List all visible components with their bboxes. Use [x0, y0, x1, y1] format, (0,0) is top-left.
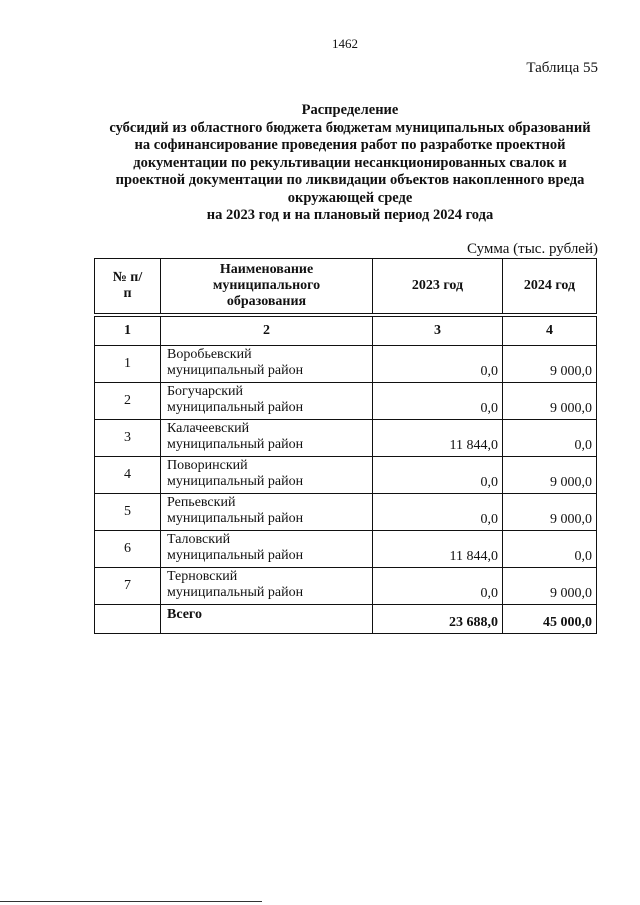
title-line: проектной документации по ликвидации объектов накопленного вреда: [115, 172, 585, 188]
row-name-line: Богучарский: [167, 384, 244, 399]
row-name-line: муниципальный район: [167, 437, 304, 452]
header-name-label: Наименование муниципального образования: [212, 262, 321, 309]
row-name-line: Терновский: [167, 569, 238, 584]
header-number: [95, 259, 161, 314]
row-value-2024: 9 000,0: [503, 346, 597, 383]
row-name-line: муниципальный район: [167, 585, 304, 600]
row-name: [161, 457, 373, 494]
title-line: субсидий из областного бюджета бюджетам муниципальных образований: [109, 119, 591, 136]
total-row: [95, 605, 597, 634]
row-name-line: муниципальный район: [167, 474, 304, 489]
row-index: 2: [95, 383, 161, 420]
table-row: [95, 568, 597, 605]
row-name-line: муниципальный район: [167, 511, 304, 526]
header-2024: 2024 год: [503, 259, 597, 314]
column-number: 1: [95, 317, 161, 346]
units-label: Сумма (тыс. рублей): [466, 241, 598, 257]
subsidy-table: [94, 316, 597, 634]
row-index: 6: [95, 531, 161, 568]
column-number: 3: [373, 317, 503, 346]
total-label: Всего: [161, 605, 373, 634]
row-name-line: Репьевский: [167, 495, 236, 510]
column-number-row: [95, 317, 597, 346]
document-title: [60, 102, 640, 225]
row-value-2023: 0,0: [373, 346, 503, 383]
row-name-line: муниципальный район: [167, 363, 304, 378]
row-name: [161, 383, 373, 420]
row-name: [161, 568, 373, 605]
row-name: [161, 346, 373, 383]
row-index: 3: [95, 420, 161, 457]
table-row: [95, 420, 597, 457]
title-line: окружающей среде: [287, 189, 413, 206]
table-label: Таблица 55: [526, 60, 598, 76]
row-index: 1: [95, 346, 161, 383]
row-value-2023: 0,0: [373, 568, 503, 605]
row-value-2024: 9 000,0: [503, 457, 597, 494]
column-number: 2: [161, 317, 373, 346]
row-value-2024: 0,0: [503, 420, 597, 457]
table-row: [95, 494, 597, 531]
table-row: [95, 457, 597, 494]
row-name-line: муниципальный район: [167, 400, 304, 415]
table-row: [95, 531, 597, 568]
row-value-2024: 9 000,0: [503, 568, 597, 605]
row-name-line: Калачеевский: [167, 421, 250, 436]
row-name-line: муниципальный район: [167, 548, 304, 563]
row-name-line: Поворинский: [167, 458, 248, 473]
row-value-2023: 0,0: [373, 457, 503, 494]
title-line: документации по рекультивации несанкционированных свалок и: [133, 154, 567, 171]
total-value-2024: 45 000,0: [503, 605, 597, 634]
header-row: [95, 259, 597, 314]
title-line: Распределение: [301, 102, 399, 118]
row-value-2023: 11 844,0: [373, 531, 503, 568]
header-name: [161, 259, 373, 314]
column-number: 4: [503, 317, 597, 346]
table-row: [95, 346, 597, 383]
row-value-2023: 0,0: [373, 383, 503, 420]
row-name: [161, 494, 373, 531]
total-value-2023: 23 688,0: [373, 605, 503, 634]
row-value-2023: 11 844,0: [373, 420, 503, 457]
row-name-line: Воробьевский: [167, 347, 252, 362]
row-value-2024: 9 000,0: [503, 494, 597, 531]
row-value-2024: 9 000,0: [503, 383, 597, 420]
row-index: 4: [95, 457, 161, 494]
header-number-label: № п/п: [112, 270, 143, 301]
table-header: [94, 258, 597, 314]
row-index: 5: [95, 494, 161, 531]
row-name-line: Таловский: [167, 532, 231, 547]
row-name: [161, 531, 373, 568]
footnote-separator: [0, 901, 262, 902]
table-row: [95, 383, 597, 420]
row-name: [161, 420, 373, 457]
title-line: на софинансирование проведения работ по разработке проектной: [134, 137, 566, 153]
title-line: на 2023 год и на плановый период 2024 года: [206, 207, 494, 223]
row-value-2024: 0,0: [503, 531, 597, 568]
row-index: 7: [95, 568, 161, 605]
header-2023: 2023 год: [373, 259, 503, 314]
page-number: 1462: [332, 36, 358, 51]
row-value-2023: 0,0: [373, 494, 503, 531]
total-index-cell: [95, 605, 161, 634]
